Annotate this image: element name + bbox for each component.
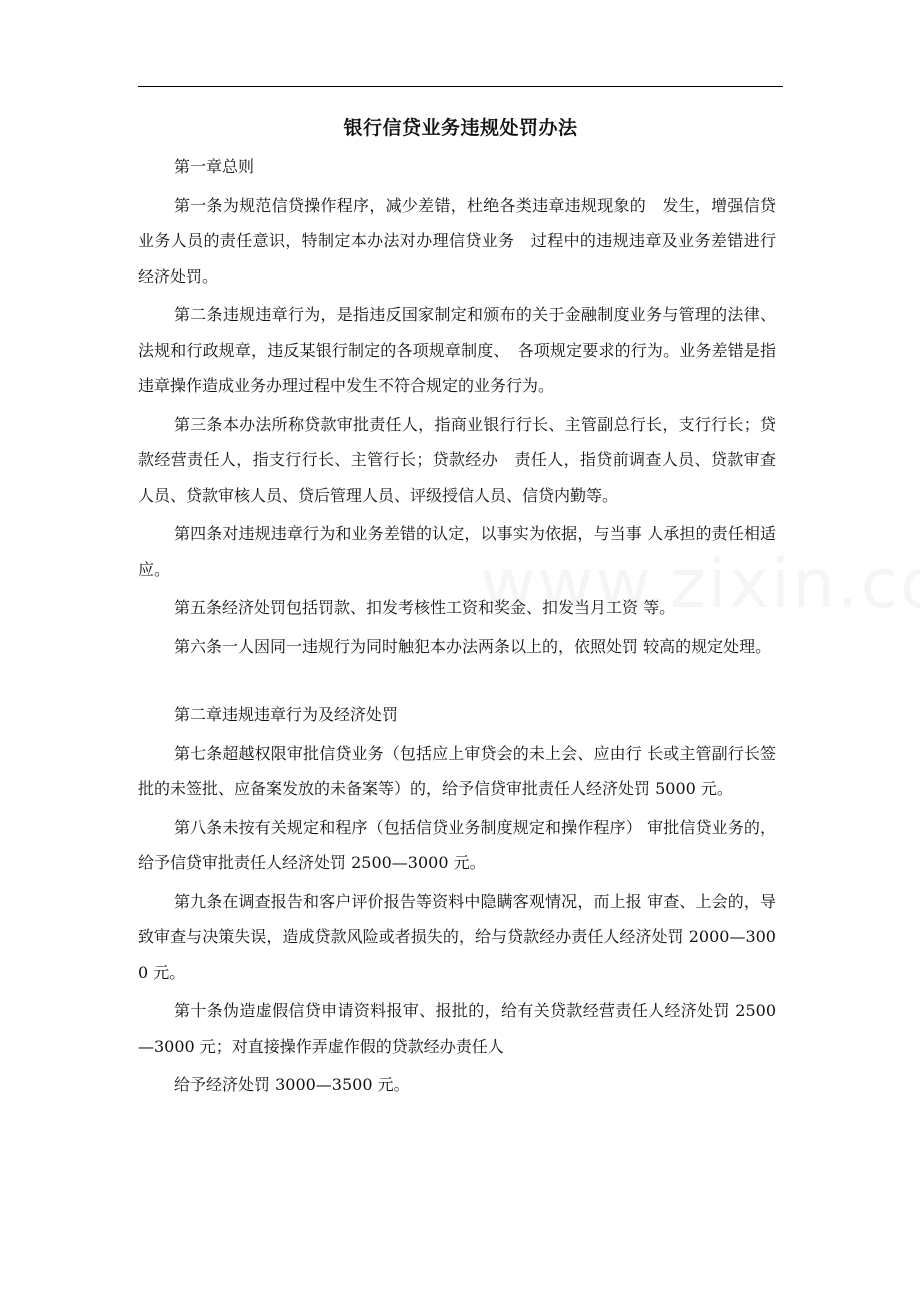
- article-paragraph: 第一条为规范信贷操作程序，减少差错，杜绝各类违章违规现象的 发生，增强信贷业务人员的责任意识，特制定本办法对办理信贷业务 过程中的违规违章及业务差错进行经济处罚。: [138, 195, 776, 286]
- chapter-heading: 第一章总则: [174, 157, 255, 176]
- article-paragraph: 第五条经济处罚包括罚款、扣发考核性工资和奖金、扣发当月工资 等。: [174, 598, 676, 617]
- article-paragraph: 第六条一人因同一违规行为同时触犯本办法两条以上的，依照处罚 较高的规定处理。: [174, 636, 772, 656]
- document-title: 银行信贷业务违规处罚办法: [343, 117, 578, 139]
- chapter-heading: 第二章违规违章行为及经济处罚: [174, 705, 399, 724]
- article-paragraph: 给予经济处罚 3000—3500 元。: [174, 1075, 410, 1094]
- article-paragraph: 第八条未按有关规定和程序（包括信贷业务制度规定和操作程序） 审批信贷业务的，给予信贷审批责任人经济处罚 2500—3000 元。: [138, 817, 776, 872]
- header-rule: [138, 86, 783, 87]
- article-paragraph: 第四条对违规违章行为和业务差错的认定，以事实为依据，与当事 人承担的责任相适应。: [138, 524, 776, 579]
- article-paragraph: 第二条违规违章行为，是指违反国家制定和颁布的关于金融制度业务与管理的法律、法规和行政规章，违反某银行制定的各项规章制度、 各项规定要求的行为。业务差错是指违章操作造成业务办理过程中发生不符合规定的业务行为。: [138, 305, 776, 395]
- article-paragraph: 第三条本办法所称贷款审批责任人，指商业银行行长、主管副总行长，支行行长；贷款经营责任人，指支行行长、主管行长；贷款经办 责任人，指贷前调查人员、贷款审查人员、贷款审核人员、贷后管理人员、评级授信人员、信贷内勤等。: [138, 414, 776, 505]
- article-paragraph: 第七条超越权限审批信贷业务（包括应上审贷会的未上会、应由行 长或主管副行长签批的未签批、应备案发放的未备案等）的，给予信贷审批责任人经济处罚 5000 元。: [138, 743, 776, 798]
- article-paragraph: 第十条伪造虚假信贷申请资料报审、报批的，给有关贷款经营责任人经济处罚 2500—3000 元；对直接操作弄虚作假的贷款经办责任人: [138, 1001, 776, 1056]
- section-spacer: [138, 667, 776, 697]
- article-paragraph: 第九条在调查报告和客户评价报告等资料中隐瞒客观情况，而上报 审查、上会的，导致审查与决策失误，造成贷款风险或者损失的，给与贷款经办责任人经济处罚 2000—3000 元。: [138, 891, 776, 982]
- document-body: [138, 149, 776, 1106]
